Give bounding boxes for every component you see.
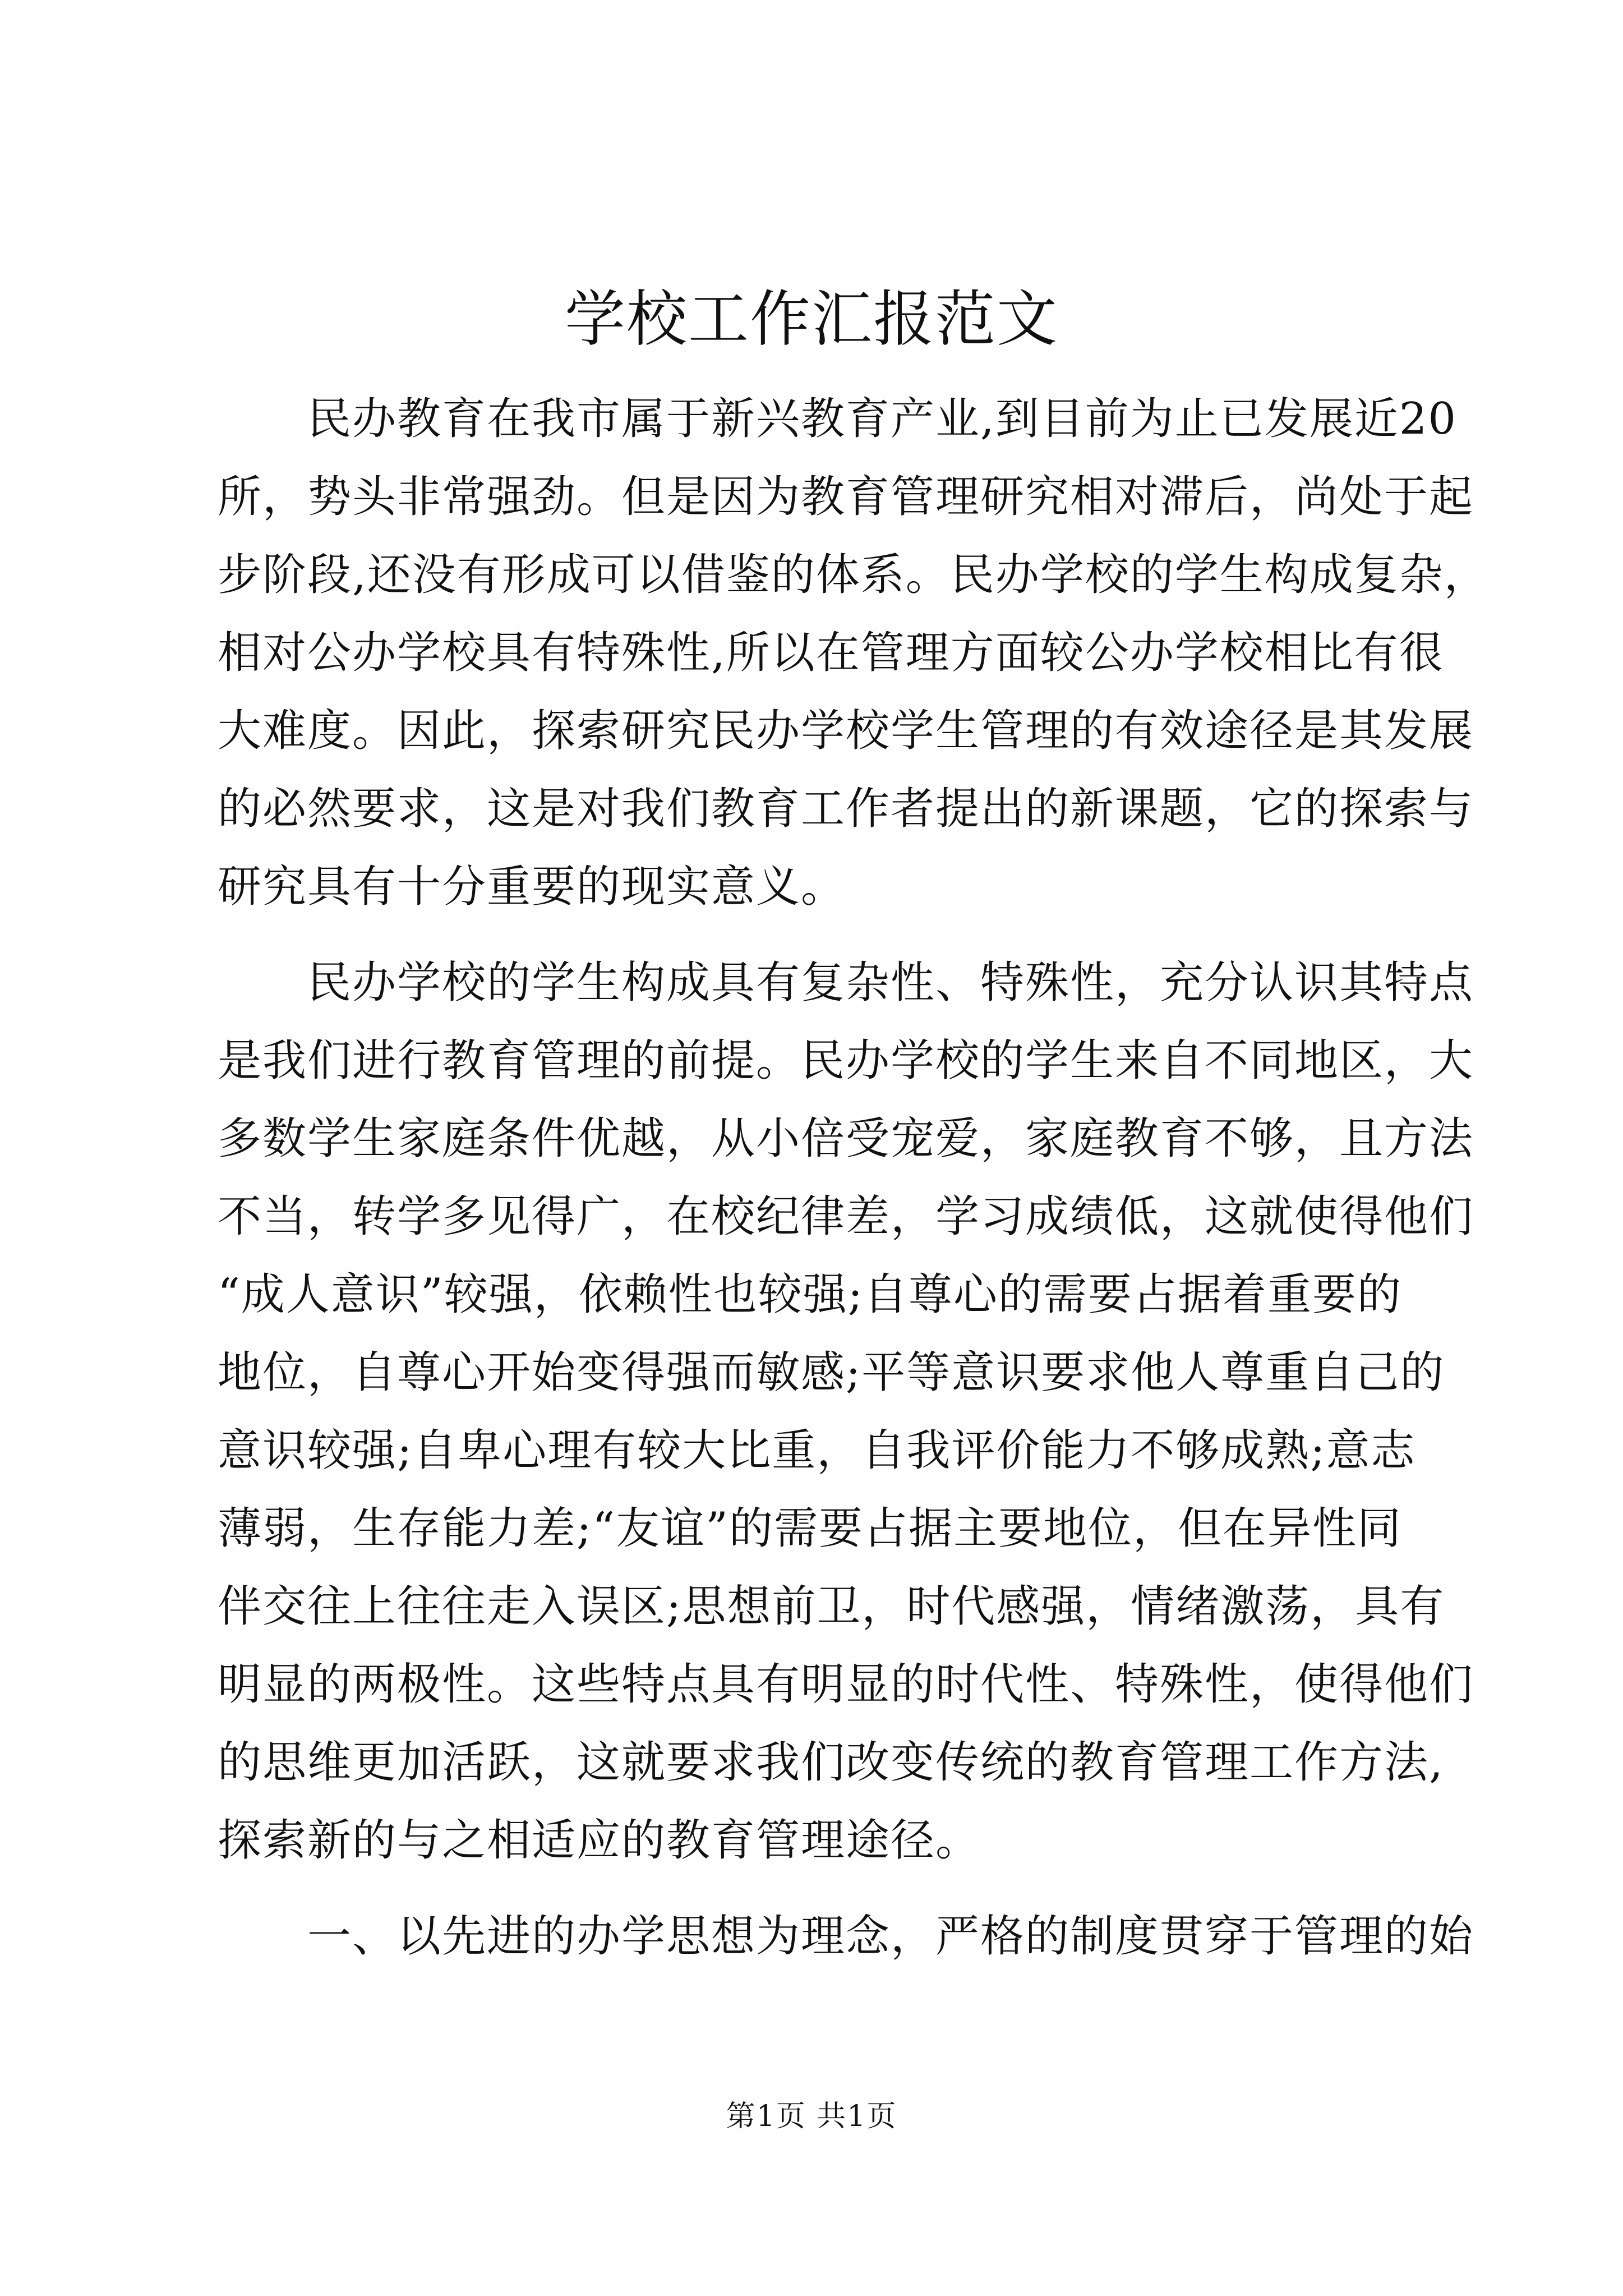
paragraph-2-line-9: 伴交往上往往走入误区;思想前卫，时代感强，情绪激荡，具有 — [218, 1581, 1445, 1632]
paragraph-2-line-10: 明显的两极性。这些特点具有明显的时代性、特殊性，使得他们 — [218, 1659, 1474, 1710]
paragraph-2-line-1: 民办学校的学生构成具有复杂性、特殊性，充分认识其特点 — [307, 958, 1474, 1008]
document-body — [218, 380, 1489, 1976]
paragraph-1-line-3: 步阶段,还没有形成可以借鉴的体系。民办学校的学生构成复杂， — [218, 550, 1489, 600]
paragraph-1-line-4: 相对公办学校具有特殊性,所以在管理方面较公办学校相比有很 — [218, 628, 1444, 678]
paragraph-2-line-4: 不当，转学多见得广，在校纪律差，学习成绩低，这就使得他们 — [218, 1191, 1474, 1242]
paragraph-1-line-1: 民办教育在我市属于新兴教育产业,到目前为止已发展近20 — [307, 394, 1458, 444]
paragraph-2-line-7: 意识较强;自卑心理有较大比重，自我评价能力不够成熟;意志 — [218, 1425, 1416, 1476]
paragraph-1-line-6: 的必然要求，这是对我们教育工作者提出的新课题，它的探索与 — [218, 784, 1474, 834]
paragraph-2-line-11: 的思维更加活跃，这就要求我们改变传统的教育管理工作方法, — [218, 1737, 1444, 1788]
paragraph-1-line-7: 研究具有十分重要的现实意义。 — [218, 862, 846, 912]
paragraph-3-line-1: 一、以先进的办学思想为理念，严格的制度贯穿于管理的始 — [307, 1911, 1474, 1962]
paragraph-1-line-5: 大难度。因此，探索研究民办学校学生管理的有效途径是其发展 — [218, 706, 1474, 756]
document-title: 学校工作汇报范文 — [564, 284, 1058, 355]
paragraph-2-line-8: 薄弱，生存能力差;“友谊”的需要占据主要地位，但在异性同 — [218, 1503, 1403, 1554]
paragraph-2-line-12: 探索新的与之相适应的教育管理途径。 — [218, 1815, 981, 1866]
paragraph-2-line-6: 地位，自尊心开始变得强而敏感;平等意识要求他人尊重自己的 — [218, 1347, 1445, 1398]
paragraph-2-line-2: 是我们进行教育管理的前提。民办学校的学生来自不同地区，大 — [218, 1036, 1474, 1086]
paragraph-1-line-2: 所，势头非常强劲。但是因为教育管理研究相对滞后，尚处于起 — [218, 472, 1474, 522]
page-footer: 第1页 共1页 — [726, 2100, 897, 2133]
paragraph-2-line-5: “成人意识”较强，依赖性也较强;自尊心的需要占据着重要的 — [218, 1269, 1403, 1320]
paragraph-2-line-3: 多数学生家庭条件优越，从小倍受宠爱，家庭教育不够，且方法 — [218, 1114, 1474, 1164]
